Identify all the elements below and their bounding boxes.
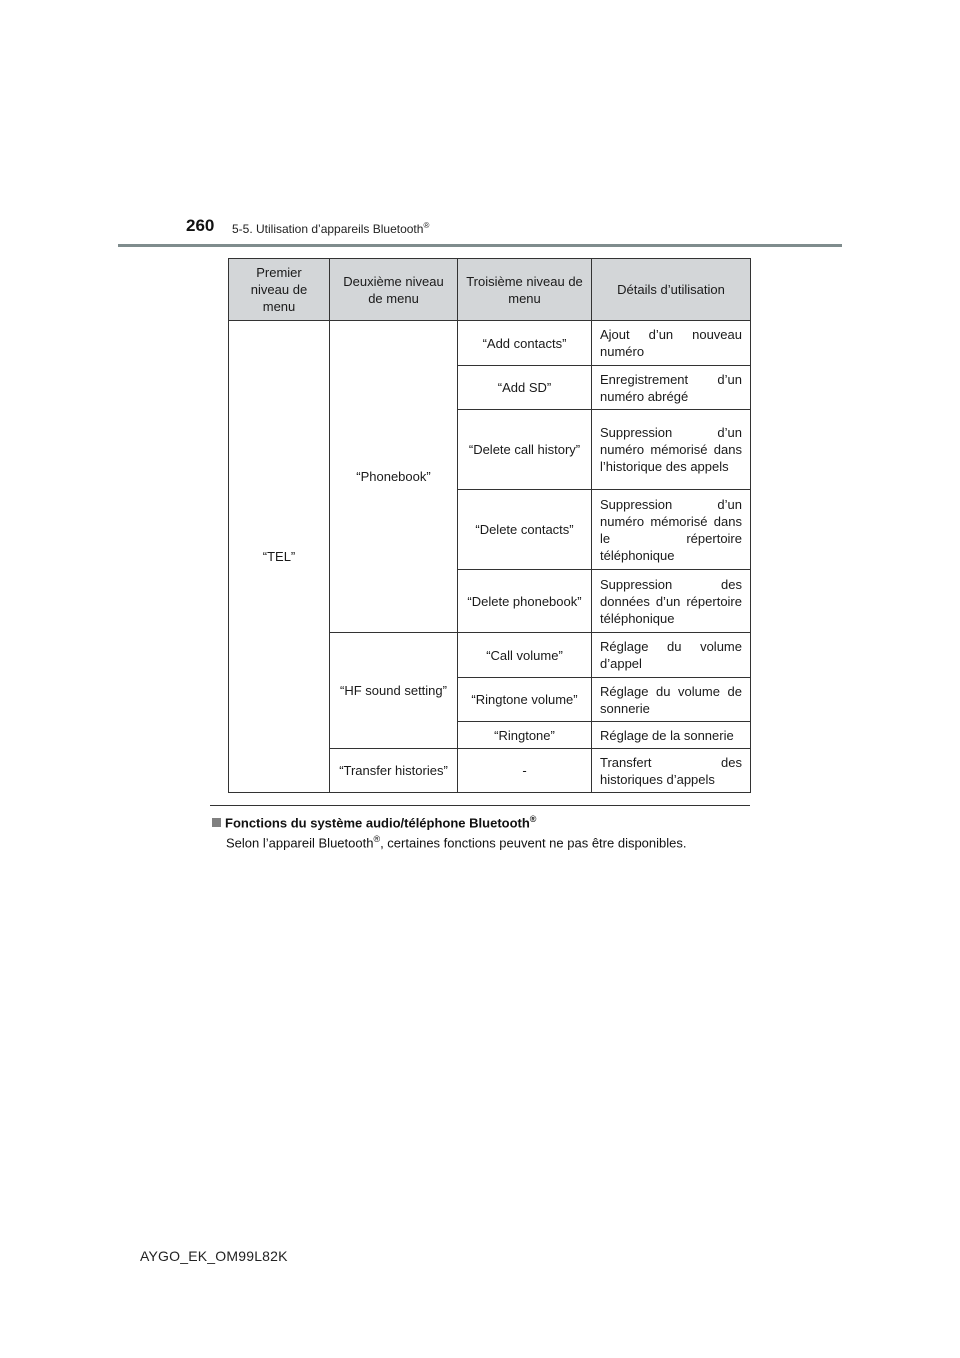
column-header-level3: Troisième niveau de menu xyxy=(458,259,592,321)
details-cell: Ajout d’un nouveau numéro xyxy=(592,321,751,366)
note-body-start: Selon l’appareil Bluetooth xyxy=(226,835,374,851)
document-code: AYGO_EK_OM99L82K xyxy=(140,1248,288,1264)
details-cell: Réglage de la sonnerie xyxy=(592,722,751,749)
level3-cell: “Delete phonebook” xyxy=(458,570,592,633)
note-body-end: , certaines fonctions peuvent ne pas être disponibles. xyxy=(380,835,687,851)
level3-cell: - xyxy=(458,749,592,793)
table-header-row xyxy=(229,259,751,321)
note-divider xyxy=(210,805,750,806)
level2-cell: “Phonebook” xyxy=(330,321,458,633)
level3-cell: “Add contacts” xyxy=(458,321,592,366)
section-title-text: 5-5. Utilisation d’appareils Bluetooth xyxy=(232,222,424,236)
details-cell: Suppression d’un numéro mémorisé dans le répertoire téléphonique xyxy=(592,490,751,570)
registered-mark: ® xyxy=(373,834,381,844)
details-cell: Transfert des historiques d’appels xyxy=(592,749,751,793)
menu-table xyxy=(228,258,751,793)
registered-mark: ® xyxy=(529,814,537,824)
details-cell: Enregistrement d’un numéro abrégé xyxy=(592,366,751,410)
level2-cell: “Transfer histories” xyxy=(330,749,458,793)
details-cell: Suppression des données d’un répertoire téléphonique xyxy=(592,570,751,633)
note-body xyxy=(226,834,687,850)
page-header xyxy=(0,0,960,250)
header-divider xyxy=(118,244,842,247)
level3-cell: “Ringtone” xyxy=(458,722,592,749)
square-bullet-icon xyxy=(212,818,221,827)
details-cell: Réglage du volume de sonnerie xyxy=(592,678,751,722)
level2-cell: “HF sound setting” xyxy=(330,633,458,749)
column-header-level1: Premier niveau de menu xyxy=(229,259,330,321)
level3-cell: “Ringtone volume” xyxy=(458,678,592,722)
details-cell: Réglage du volume d’appel xyxy=(592,633,751,678)
level3-cell: “Add SD” xyxy=(458,366,592,410)
note-heading-text: Fonctions du système audio/téléphone Bluetooth xyxy=(225,815,530,831)
table-row xyxy=(229,321,751,366)
column-header-details: Détails d’utilisation xyxy=(592,259,751,321)
page-number: 260 xyxy=(186,216,215,235)
column-header-level2: Deuxième niveau de menu xyxy=(330,259,458,321)
note-heading xyxy=(212,814,536,830)
level1-cell: “TEL” xyxy=(229,321,330,793)
level3-cell: “Delete contacts” xyxy=(458,490,592,570)
registered-mark: ® xyxy=(423,221,430,230)
details-cell: Suppression d’un numéro mémorisé dans l’historique des appels xyxy=(592,410,751,490)
level3-cell: “Call volume” xyxy=(458,633,592,678)
level3-cell: “Delete call history” xyxy=(458,410,592,490)
section-title xyxy=(232,221,429,236)
